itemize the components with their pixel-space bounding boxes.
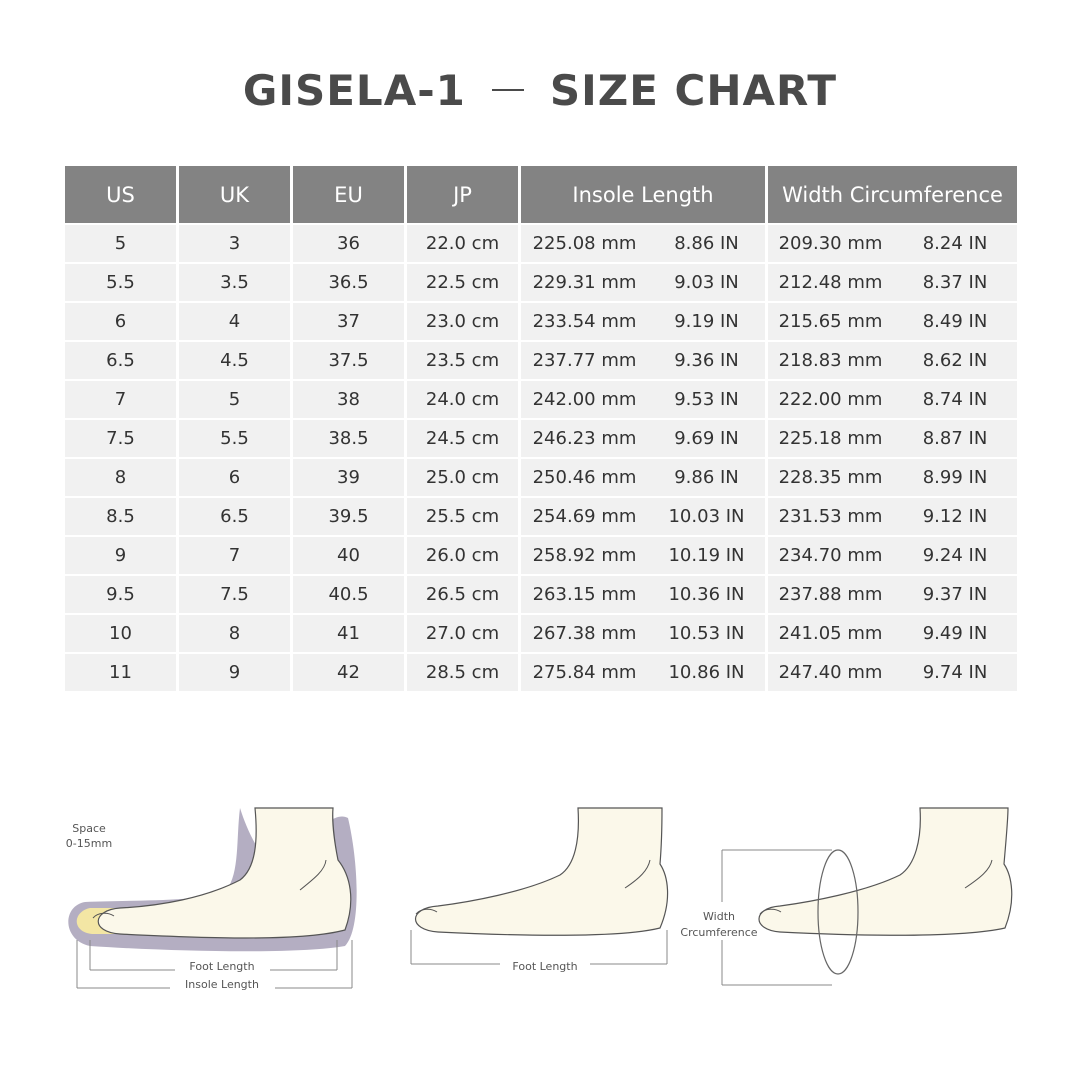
width-in-cell: 8.37 IN (893, 264, 1017, 303)
us-size-cell: 6.5 (65, 342, 179, 381)
insole-mm-cell: 275.84 mm (521, 654, 648, 693)
table-row (65, 654, 1017, 693)
us-size-cell: 9.5 (65, 576, 179, 615)
us-size-cell: 7 (65, 381, 179, 420)
width-in-cell: 9.24 IN (893, 537, 1017, 576)
header-jp: JP (407, 166, 521, 225)
uk-size-cell: 4 (179, 303, 293, 342)
eu-size-cell: 38 (293, 381, 407, 420)
uk-size-cell: 7.5 (179, 576, 293, 615)
eu-size-cell: 37 (293, 303, 407, 342)
circumference-label: Crcumference (680, 926, 758, 939)
insole-in-cell: 10.53 IN (648, 615, 768, 654)
insole-mm-cell: 263.15 mm (521, 576, 648, 615)
table-row (65, 381, 1017, 420)
width-mm-cell: 225.18 mm (768, 420, 893, 459)
insole-in-cell: 8.86 IN (648, 225, 768, 264)
width-mm-cell: 218.83 mm (768, 342, 893, 381)
table-row (65, 303, 1017, 342)
us-size-cell: 10 (65, 615, 179, 654)
uk-size-cell: 6.5 (179, 498, 293, 537)
width-mm-cell: 212.48 mm (768, 264, 893, 303)
width-in-cell: 8.24 IN (893, 225, 1017, 264)
table-row (65, 459, 1017, 498)
jp-size-cell: 24.0 cm (407, 381, 521, 420)
insole-in-cell: 9.03 IN (648, 264, 768, 303)
insole-mm-cell: 250.46 mm (521, 459, 648, 498)
insole-mm-cell: 229.31 mm (521, 264, 648, 303)
foot-shape-3 (759, 808, 1012, 935)
eu-size-cell: 37.5 (293, 342, 407, 381)
eu-size-cell: 40.5 (293, 576, 407, 615)
jp-size-cell: 25.5 cm (407, 498, 521, 537)
insole-length-label: Insole Length (185, 978, 259, 991)
width-circumference-diagram (680, 808, 1011, 985)
jp-size-cell: 26.5 cm (407, 576, 521, 615)
width-mm-cell: 247.40 mm (768, 654, 893, 693)
width-mm-cell: 237.88 mm (768, 576, 893, 615)
title-dash (492, 89, 524, 91)
width-label: Width (703, 910, 735, 923)
insole-mm-cell: 267.38 mm (521, 615, 648, 654)
jp-size-cell: 22.5 cm (407, 264, 521, 303)
us-size-cell: 5 (65, 225, 179, 264)
space-label: Space (72, 822, 106, 835)
uk-size-cell: 3 (179, 225, 293, 264)
uk-size-cell: 4.5 (179, 342, 293, 381)
foot-shape-2 (416, 808, 668, 935)
header-insole-length: Insole Length (521, 166, 768, 225)
insole-in-cell: 9.36 IN (648, 342, 768, 381)
width-in-cell: 9.37 IN (893, 576, 1017, 615)
width-in-cell: 8.99 IN (893, 459, 1017, 498)
insole-in-cell: 9.69 IN (648, 420, 768, 459)
uk-size-cell: 8 (179, 615, 293, 654)
table-row (65, 576, 1017, 615)
table-row (65, 420, 1017, 459)
width-mm-cell: 222.00 mm (768, 381, 893, 420)
foot-shape-1 (98, 808, 351, 938)
header-width-circumference: Width Circumference (768, 166, 1017, 225)
jp-size-cell: 27.0 cm (407, 615, 521, 654)
uk-size-cell: 9 (179, 654, 293, 693)
eu-size-cell: 38.5 (293, 420, 407, 459)
insole-mm-cell: 233.54 mm (521, 303, 648, 342)
us-size-cell: 8.5 (65, 498, 179, 537)
header-eu: EU (293, 166, 407, 225)
width-mm-cell: 231.53 mm (768, 498, 893, 537)
jp-size-cell: 28.5 cm (407, 654, 521, 693)
insole-mm-cell: 254.69 mm (521, 498, 648, 537)
width-in-cell: 9.12 IN (893, 498, 1017, 537)
header-uk: UK (179, 166, 293, 225)
table-row (65, 615, 1017, 654)
width-in-cell: 8.74 IN (893, 381, 1017, 420)
size-chart-label: SIZE CHART (549, 66, 838, 115)
us-size-cell: 11 (65, 654, 179, 693)
uk-size-cell: 6 (179, 459, 293, 498)
table-body (65, 225, 1017, 693)
table-row (65, 342, 1017, 381)
insole-in-cell: 10.86 IN (648, 654, 768, 693)
uk-size-cell: 7 (179, 537, 293, 576)
width-mm-cell: 215.65 mm (768, 303, 893, 342)
eu-size-cell: 39 (293, 459, 407, 498)
width-mm-cell: 228.35 mm (768, 459, 893, 498)
insole-mm-cell: 246.23 mm (521, 420, 648, 459)
table-header-row (65, 166, 1017, 225)
us-size-cell: 9 (65, 537, 179, 576)
foot-length-diagram (411, 808, 668, 973)
header-us: US (65, 166, 179, 225)
us-size-cell: 6 (65, 303, 179, 342)
us-size-cell: 8 (65, 459, 179, 498)
space-range-label: 0-15mm (65, 837, 113, 850)
insole-mm-cell: 225.08 mm (521, 225, 648, 264)
jp-size-cell: 22.0 cm (407, 225, 521, 264)
foot-length-label: Foot Length (189, 960, 255, 973)
foot-length-label-2: Foot Length (512, 960, 578, 973)
width-in-cell: 8.49 IN (893, 303, 1017, 342)
eu-size-cell: 40 (293, 537, 407, 576)
uk-size-cell: 5 (179, 381, 293, 420)
foot-in-shoe-diagram (66, 808, 357, 991)
width-mm-cell: 209.30 mm (768, 225, 893, 264)
uk-size-cell: 3.5 (179, 264, 293, 303)
width-mm-cell: 241.05 mm (768, 615, 893, 654)
table-row (65, 498, 1017, 537)
jp-size-cell: 24.5 cm (407, 420, 521, 459)
insole-in-cell: 9.86 IN (648, 459, 768, 498)
width-in-cell: 8.87 IN (893, 420, 1017, 459)
eu-size-cell: 36.5 (293, 264, 407, 303)
insole-in-cell: 9.19 IN (648, 303, 768, 342)
jp-size-cell: 26.0 cm (407, 537, 521, 576)
insole-in-cell: 10.19 IN (648, 537, 768, 576)
page-title (0, 66, 1080, 115)
eu-size-cell: 42 (293, 654, 407, 693)
width-in-cell: 8.62 IN (893, 342, 1017, 381)
table-row (65, 264, 1017, 303)
insole-in-cell: 9.53 IN (648, 381, 768, 420)
eu-size-cell: 41 (293, 615, 407, 654)
eu-size-cell: 39.5 (293, 498, 407, 537)
jp-size-cell: 23.5 cm (407, 342, 521, 381)
table-row (65, 537, 1017, 576)
insole-in-cell: 10.03 IN (648, 498, 768, 537)
us-size-cell: 5.5 (65, 264, 179, 303)
jp-size-cell: 25.0 cm (407, 459, 521, 498)
insole-in-cell: 10.36 IN (648, 576, 768, 615)
model-name: GISELA-1 (242, 66, 466, 115)
width-in-cell: 9.74 IN (893, 654, 1017, 693)
size-table (65, 166, 1017, 693)
insole-mm-cell: 258.92 mm (521, 537, 648, 576)
width-in-cell: 9.49 IN (893, 615, 1017, 654)
eu-size-cell: 36 (293, 225, 407, 264)
width-mm-cell: 234.70 mm (768, 537, 893, 576)
insole-mm-cell: 242.00 mm (521, 381, 648, 420)
us-size-cell: 7.5 (65, 420, 179, 459)
foot-measurement-diagrams (0, 780, 1080, 1010)
insole-mm-cell: 237.77 mm (521, 342, 648, 381)
uk-size-cell: 5.5 (179, 420, 293, 459)
jp-size-cell: 23.0 cm (407, 303, 521, 342)
table-row (65, 225, 1017, 264)
